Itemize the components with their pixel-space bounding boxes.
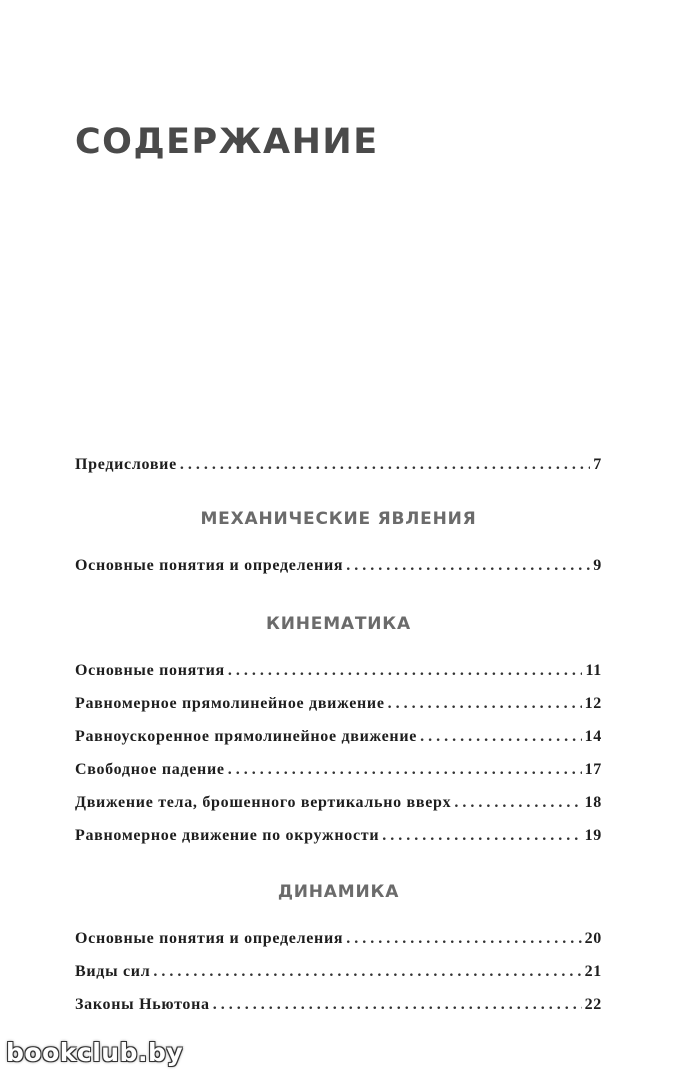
leader-dots <box>228 753 582 786</box>
toc-entry-label: Движение тела, брошенного вертикально вверх <box>75 794 452 811</box>
leader-dots <box>454 786 581 819</box>
toc-entry-page: 21 <box>584 963 602 980</box>
toc-entry-label: Основные понятия и определения <box>75 557 344 574</box>
toc-entry[interactable] <box>75 786 602 819</box>
section-heading-kinematics: КИНЕМАТИКА <box>266 614 411 634</box>
toc-entry-page: 14 <box>584 728 602 745</box>
toc-entry-label: Равномерное прямолинейное движение <box>75 695 385 712</box>
toc-entry[interactable] <box>75 819 602 852</box>
toc-entry[interactable] <box>75 753 602 786</box>
leader-dots <box>382 819 581 852</box>
leader-dots <box>228 654 583 687</box>
toc-entry-page: 20 <box>584 930 602 947</box>
toc-entry-page: 19 <box>584 827 602 844</box>
leader-dots <box>180 448 590 481</box>
toc-entry-label: Свободное падение <box>75 761 225 778</box>
toc-entry[interactable] <box>75 922 602 955</box>
leader-dots <box>153 955 581 988</box>
toc-entry[interactable] <box>75 988 602 1021</box>
toc-entry-label: Предисловие <box>75 456 177 473</box>
leader-dots <box>420 720 582 753</box>
toc-entry-label: Виды сил <box>75 963 151 980</box>
toc-entry-page: 22 <box>584 996 602 1013</box>
toc-entry-label: Равномерное движение по окружности <box>75 827 380 844</box>
toc-entry-label: Основные понятия <box>75 662 225 679</box>
toc-entry[interactable] <box>75 687 602 720</box>
leader-dots <box>346 549 590 582</box>
toc-entry-page: 7 <box>593 456 602 473</box>
section-heading-mechanical: МЕХАНИЧЕСКИЕ ЯВЛЕНИЯ <box>200 509 477 529</box>
leader-dots <box>346 922 581 955</box>
toc-entry-page: 17 <box>584 761 602 778</box>
leader-dots <box>388 687 582 720</box>
toc-entry[interactable] <box>75 720 602 753</box>
toc-entry[interactable] <box>75 955 602 988</box>
leader-dots <box>213 988 582 1021</box>
watermark: bookclub.by <box>6 1038 184 1067</box>
toc-entry-page: 12 <box>584 695 602 712</box>
toc-entry-label: Законы Ньютона <box>75 996 210 1013</box>
page-title: СОДЕРЖАНИЕ <box>75 122 379 162</box>
toc-entry-page: 11 <box>585 662 602 679</box>
toc-entry-label: Основные понятия и определения <box>75 930 344 947</box>
toc-entry-page: 9 <box>593 557 602 574</box>
table-of-contents <box>75 448 602 1021</box>
toc-entry[interactable] <box>75 549 602 582</box>
section-heading-dynamics: ДИНАМИКА <box>277 882 400 902</box>
toc-entry[interactable] <box>75 654 602 687</box>
toc-entry-preface[interactable] <box>75 448 602 481</box>
toc-entry-label: Равноускоренное прямолинейное движение <box>75 728 418 745</box>
toc-entry-page: 18 <box>584 794 602 811</box>
